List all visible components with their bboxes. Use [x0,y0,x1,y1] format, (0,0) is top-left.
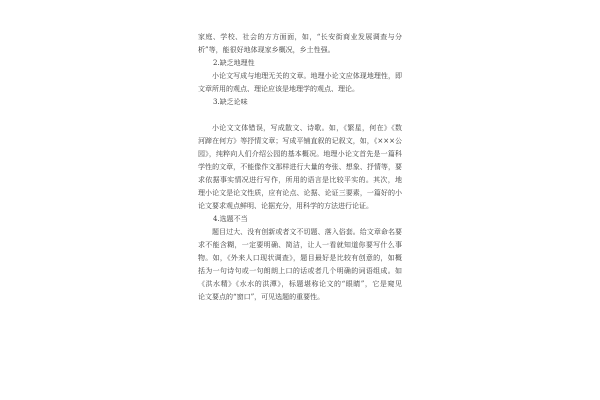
blank-line [198,109,402,122]
document-body [198,31,402,304]
text-line: 文章所用的观点、理论应该是地理学的观点、理论。 [198,85,359,93]
text-line: 小论文写成与地理无关的文章。地理小论文应体现地理性，即 [212,72,402,80]
text-line: 《洪水精》《水水的洪潭》，标题堪称论文的“眼睛”，它是窥见 [198,280,402,288]
text-line: 物。如，《外来人口现状调查》，题目最好是比较有创意的，如概 [198,254,402,262]
text-line: 小论文文体错误，写成散文、诗歌。如，《繁星，何在》《数 [212,124,402,132]
text-line: 家庭、学校、社会的方方面面，如，“长安街商业发展调查与分 [198,33,402,41]
text-line: 求依据事实情况进行写作，所用的语言是比较平实的。其次，地 [198,176,402,184]
paragraph [198,226,402,304]
text-line: 河蹄在何方》等抒情文章；写成平铺直叙的记叙文，如，《×××公 [198,137,402,145]
text-line: 论文要点的“窗口”，可见选题的重要性。 [198,293,325,301]
paragraph [198,31,402,57]
text-line: 析”等，能很好地体现家乡概况，乡土性强。 [198,46,335,54]
text-line: 求不能含糊，一定要明确、简洁，让人一看就知道你要写什么事 [198,241,402,249]
section-heading: 3.缺乏论味 [213,98,248,106]
text-line: 学性的文章，不能像作文那样进行大量的夸张、想象、抒情等，要 [198,163,402,171]
section-heading: 2.缺乏地理性 [213,59,255,67]
text-line: 论文要求观点鲜明、论据充分，用科学的方法进行论证。 [198,202,373,210]
section-heading: 4.选题不当 [213,215,248,223]
text-line: 理小论文是论文性质，应有论点、论据、论证三要素，一篇好的小 [198,189,402,197]
text-line: 括为一句诗句或一句朗朗上口的话或者几个明确的词语组成。如 [198,267,402,275]
text-line: 题目过大、没有创新或者文不切题、落入俗套。给文章命名要 [212,228,402,236]
paragraph [198,122,402,213]
text-line: 园》，纯粹向人们介绍公园的基本概况。地理小论文首先是一篇科 [198,150,402,158]
paragraph [198,70,402,96]
